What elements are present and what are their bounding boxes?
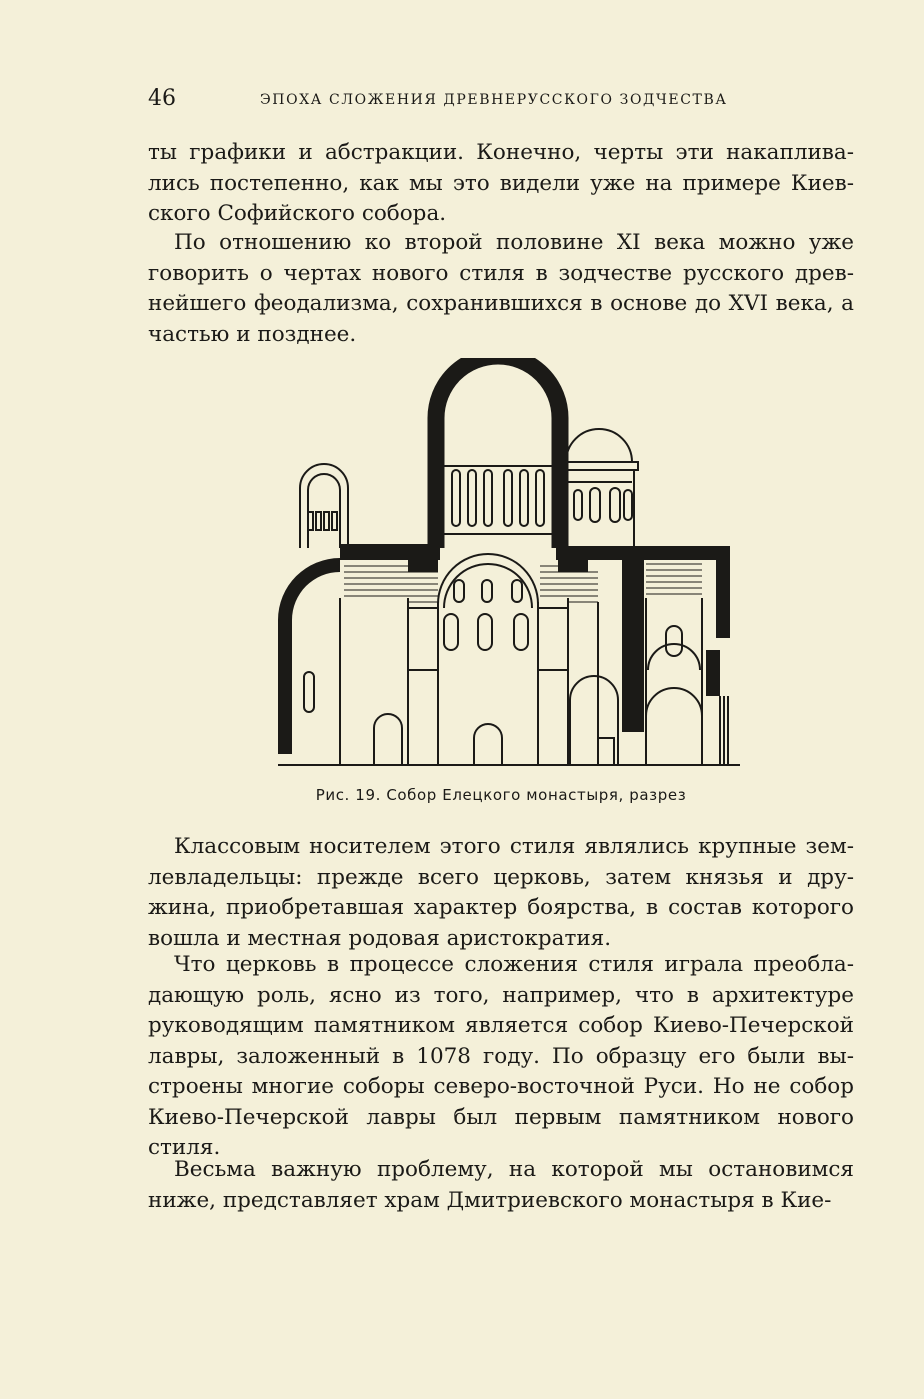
paragraph-1: ты графики и абстракции. Конечно, черты эти накапливались постепенно, как мы это видели уже на примере Киевского Софийского собора. [148, 140, 854, 226]
paragraph-4: Что церковь в процессе сложения стиля играла преобладающую роль, ясно из того, например, что в архитектуре руководящим памятником является собор Киево-Печерской лавры, заложенный в 1078 году. По образцу его были выстроены многие соборы северо-восточной Руси. Но не собор Киево-Печерской лавры был первым памятником нового стиля. [148, 952, 854, 1160]
paragraph-3: Классовым носителем этого стиля являлись крупные землевладельцы: прежде всего церковь, затем князья и дружина, приобретавшая характер боярства, в состав которого вошла и местная родовая аристократия. [148, 834, 854, 951]
figure-cathedral-section [268, 358, 748, 774]
cathedral-section-drawing [268, 358, 748, 774]
page-number: 46 [148, 86, 176, 111]
running-head: ЭПОХА СЛОЖЕНИЯ ДРЕВНЕРУССКОГО ЗОДЧЕСТВА [260, 92, 728, 108]
figure-caption: Рис. 19. Собор Елецкого монастыря, разрез [315, 786, 687, 804]
paragraph-2: По отношению ко второй половине XI века можно уже говорить о чертах нового стиля в зодчестве русского древнейшего феодализма, сохранившихся в основе до XVI века, а частью и позднее. [148, 230, 854, 347]
page-header [148, 86, 854, 116]
paragraph-5: Весьма важную проблему, на которой мы остановимся ниже, представляет храм Дмитриевского монастыря в Кие- [148, 1157, 854, 1213]
